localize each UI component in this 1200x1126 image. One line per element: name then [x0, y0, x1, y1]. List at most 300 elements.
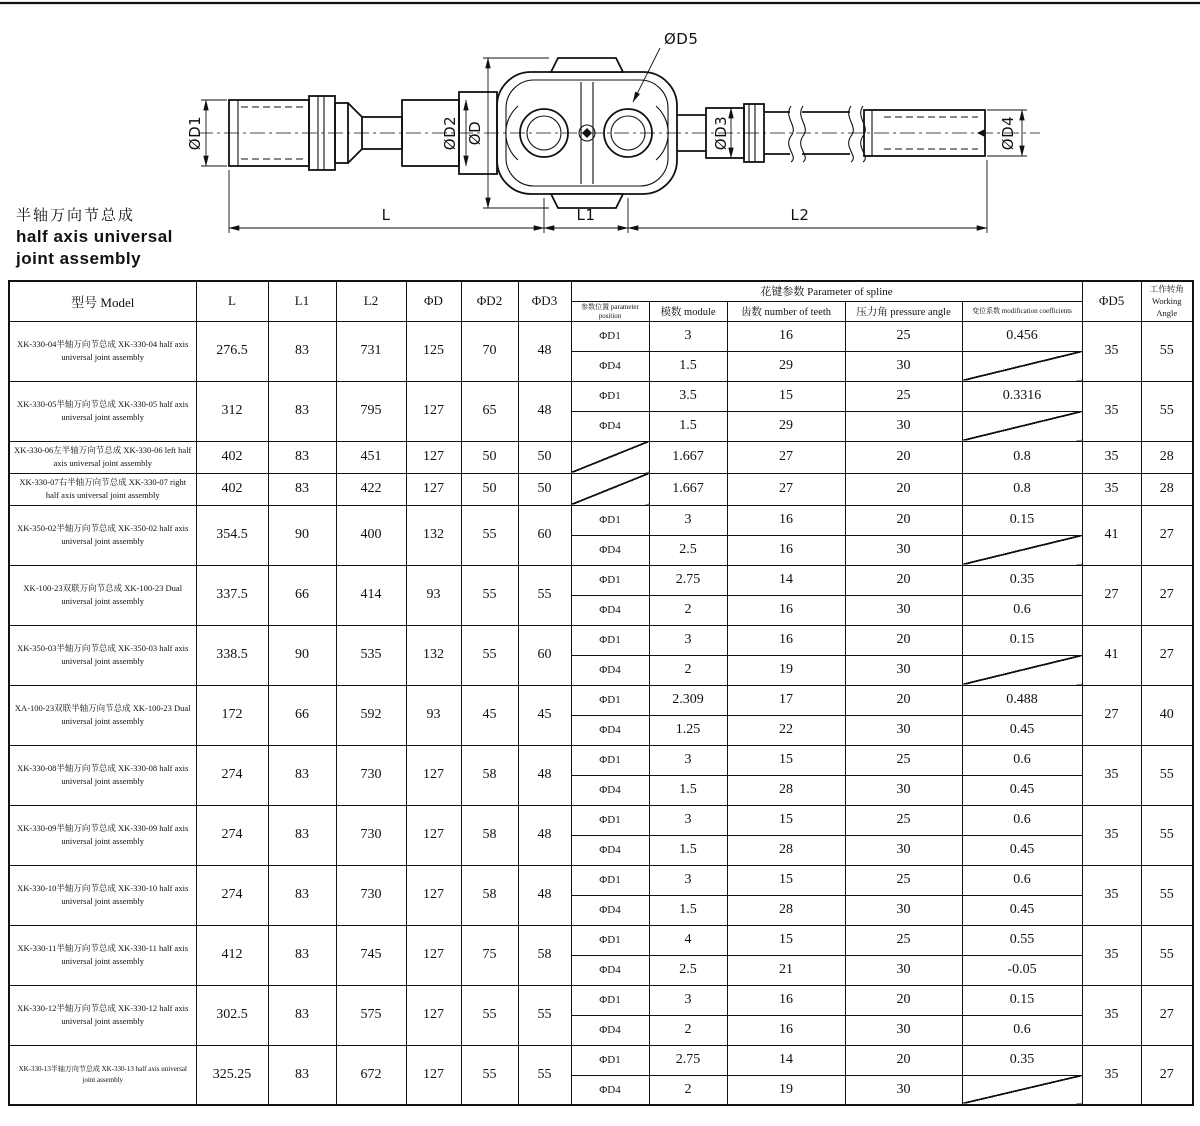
spline-pressure-angle-cell: 20: [845, 1045, 962, 1075]
spline-position-cell: ΦD4: [571, 715, 649, 745]
cell-L1: 83: [268, 441, 336, 473]
spline-position-cell: ΦD1: [571, 1045, 649, 1075]
spline-module-cell: 3: [649, 805, 727, 835]
cell-L: 354.5: [196, 505, 268, 565]
col-header-modification-coefficients: 变位系数 modification coefficients: [962, 301, 1082, 321]
drawing-title-block: [16, 206, 173, 270]
spline-coefficient-cell: [962, 411, 1082, 441]
col-header-model: 型号 Model: [9, 281, 196, 321]
cell-L2: 451: [336, 441, 406, 473]
spline-module-cell: 3: [649, 865, 727, 895]
model-cell: XK-330-11半轴万向节总成 XK-330-11 half axis universal joint assembly: [9, 925, 196, 985]
model-cell: XK-330-07右半轴万向节总成 XK-330-07 right half axis universal joint assembly: [9, 473, 196, 505]
spline-teeth-cell: 15: [727, 925, 845, 955]
model-cell: XK-330-13半轴万向节总成 XK-330-13 half axis universal joint assembly: [9, 1045, 196, 1105]
spline-position-cell: ΦD4: [571, 595, 649, 625]
spline-teeth-cell: 14: [727, 1045, 845, 1075]
cell-L2: 414: [336, 565, 406, 625]
dim-label-d1: ØD1: [186, 115, 204, 151]
cell-D: 127: [406, 805, 461, 865]
spline-teeth-cell: 17: [727, 685, 845, 715]
spline-module-cell: 2.75: [649, 1045, 727, 1075]
dim-label-l1: L1: [576, 206, 596, 224]
cell-working-angle: 55: [1141, 805, 1193, 865]
spline-coefficient-cell: 0.45: [962, 895, 1082, 925]
spline-module-cell: 1.5: [649, 895, 727, 925]
spline-module-cell: 3: [649, 985, 727, 1015]
col-header-D2: ΦD2: [461, 281, 518, 321]
dim-label-d2: ØD2: [441, 115, 459, 151]
spline-module-cell: 3: [649, 625, 727, 655]
spline-pressure-angle-cell: 20: [845, 565, 962, 595]
cell-D3: 48: [518, 321, 571, 381]
spline-coefficient-cell: 0.6: [962, 865, 1082, 895]
spline-coefficient-cell: 0.55: [962, 925, 1082, 955]
cell-D2: 58: [461, 745, 518, 805]
cell-L1: 66: [268, 565, 336, 625]
model-cell: XA-100-23双联半轴万向节总成 XK-100-23 Dual universal joint assembly: [9, 685, 196, 745]
cell-L2: 730: [336, 805, 406, 865]
spline-teeth-cell: 16: [727, 595, 845, 625]
spline-module-cell: 3: [649, 505, 727, 535]
cell-L1: 66: [268, 685, 336, 745]
cell-D5: 27: [1082, 565, 1141, 625]
model-cell: XK-350-02半轴万向节总成 XK-350-02 half axis universal joint assembly: [9, 505, 196, 565]
cell-L1: 83: [268, 473, 336, 505]
cell-D5: 27: [1082, 685, 1141, 745]
cell-D: 127: [406, 473, 461, 505]
spline-position-cell: ΦD4: [571, 655, 649, 685]
cell-L: 312: [196, 381, 268, 441]
table-row: [9, 865, 1193, 895]
cell-L: 302.5: [196, 985, 268, 1045]
cell-D3: 55: [518, 985, 571, 1045]
cell-D: 132: [406, 505, 461, 565]
cell-L1: 83: [268, 1045, 336, 1105]
working-angle-label-cn: 工作转角: [1149, 283, 1184, 294]
cell-D3: 55: [518, 1045, 571, 1105]
spec-table-header: [9, 281, 1193, 321]
table-row: [9, 441, 1193, 473]
spline-teeth-cell: 27: [727, 473, 845, 505]
spline-position-cell: ΦD4: [571, 835, 649, 865]
cell-D2: 50: [461, 473, 518, 505]
spline-position-cell: ΦD1: [571, 685, 649, 715]
spline-module-cell: 2.5: [649, 535, 727, 565]
spline-coefficient-cell: [962, 535, 1082, 565]
spline-pressure-angle-cell: 25: [845, 865, 962, 895]
title-english-line2: joint assembly: [16, 248, 142, 268]
spline-teeth-cell: 22: [727, 715, 845, 745]
cell-D: 127: [406, 865, 461, 925]
spline-position-cell: ΦD4: [571, 411, 649, 441]
table-row: [9, 1045, 1193, 1075]
cell-D5: 41: [1082, 625, 1141, 685]
spline-teeth-cell: 14: [727, 565, 845, 595]
cell-L2: 535: [336, 625, 406, 685]
table-row: [9, 625, 1193, 655]
spline-coefficient-cell: 0.3316: [962, 381, 1082, 411]
cell-D: 127: [406, 381, 461, 441]
spline-teeth-cell: 16: [727, 1015, 845, 1045]
cell-D3: 50: [518, 473, 571, 505]
cell-D2: 55: [461, 985, 518, 1045]
spline-coefficient-cell: 0.45: [962, 835, 1082, 865]
spline-pressure-angle-cell: 25: [845, 745, 962, 775]
dim-label-l: L: [381, 206, 391, 224]
cell-L1: 83: [268, 745, 336, 805]
col-header-L2: L2: [336, 281, 406, 321]
cell-D3: 60: [518, 625, 571, 685]
spline-module-cell: 3: [649, 321, 727, 351]
cell-L1: 90: [268, 625, 336, 685]
spline-teeth-cell: 16: [727, 535, 845, 565]
spline-teeth-cell: 15: [727, 865, 845, 895]
cell-L2: 422: [336, 473, 406, 505]
spline-position-cell: ΦD1: [571, 565, 649, 595]
model-cell: XK-330-09半轴万向节总成 XK-330-09 half axis universal joint assembly: [9, 805, 196, 865]
spline-pressure-angle-cell: 20: [845, 685, 962, 715]
spline-pressure-angle-cell: 30: [845, 1075, 962, 1105]
spline-module-cell: 2: [649, 655, 727, 685]
dimension-d3: [712, 108, 731, 158]
spline-module-cell: 1.25: [649, 715, 727, 745]
spline-teeth-cell: 27: [727, 441, 845, 473]
cell-D: 93: [406, 565, 461, 625]
model-cell: XK-330-04半轴万向节总成 XK-330-04 half axis universal joint assembly: [9, 321, 196, 381]
cell-D5: 41: [1082, 505, 1141, 565]
cell-working-angle: 55: [1141, 321, 1193, 381]
title-english-line1: half axis universal: [16, 226, 173, 246]
col-header-D3: ΦD3: [518, 281, 571, 321]
cell-D3: 45: [518, 685, 571, 745]
spline-coefficient-cell: [962, 655, 1082, 685]
spline-coefficient-cell: 0.488: [962, 685, 1082, 715]
working-angle-label-en: Working Angle: [1151, 296, 1182, 319]
spline-module-cell: 1.5: [649, 775, 727, 805]
cell-D2: 58: [461, 865, 518, 925]
cell-D5: 35: [1082, 321, 1141, 381]
cell-D3: 50: [518, 441, 571, 473]
model-cell: XK-330-08半轴万向节总成 XK-330-08 half axis universal joint assembly: [9, 745, 196, 805]
leader-d5: [633, 30, 698, 102]
spline-pressure-angle-cell: 25: [845, 805, 962, 835]
spline-module-cell: 2: [649, 1075, 727, 1105]
cell-working-angle: 27: [1141, 625, 1193, 685]
cell-D2: 58: [461, 805, 518, 865]
dim-label-d3: ØD3: [712, 115, 730, 151]
col-header-D5: ΦD5: [1082, 281, 1141, 321]
col-header-L: L: [196, 281, 268, 321]
cell-L1: 90: [268, 505, 336, 565]
cell-D5: 35: [1082, 381, 1141, 441]
spline-module-cell: 1.5: [649, 351, 727, 381]
cell-L2: 400: [336, 505, 406, 565]
cell-working-angle: 27: [1141, 985, 1193, 1045]
cell-D: 127: [406, 441, 461, 473]
spline-teeth-cell: 16: [727, 321, 845, 351]
technical-drawing: [0, 0, 1200, 278]
col-header-working-angle: [1141, 281, 1193, 321]
spline-module-cell: 2.5: [649, 955, 727, 985]
table-row: [9, 381, 1193, 411]
cell-L2: 731: [336, 321, 406, 381]
cell-D: 127: [406, 925, 461, 985]
table-row: [9, 473, 1193, 505]
cell-L: 274: [196, 865, 268, 925]
spline-position-cell: ΦD4: [571, 955, 649, 985]
cell-D5: 35: [1082, 1045, 1141, 1105]
spline-teeth-cell: 15: [727, 805, 845, 835]
dim-label-d: ØD: [466, 120, 484, 146]
spline-pressure-angle-cell: 30: [845, 535, 962, 565]
cell-L2: 795: [336, 381, 406, 441]
cell-working-angle: 55: [1141, 865, 1193, 925]
cell-D2: 50: [461, 441, 518, 473]
col-header-pressure-angle: 压力角 pressure angle: [845, 301, 962, 321]
spline-module-cell: 2.75: [649, 565, 727, 595]
model-cell: XK-330-10半轴万向节总成 XK-330-10 half axis universal joint assembly: [9, 865, 196, 925]
spline-coefficient-cell: 0.6: [962, 745, 1082, 775]
spline-pressure-angle-cell: 30: [845, 835, 962, 865]
cell-D5: 35: [1082, 745, 1141, 805]
cell-L: 402: [196, 473, 268, 505]
spline-position-cell: ΦD1: [571, 381, 649, 411]
spline-teeth-cell: 28: [727, 835, 845, 865]
spline-position-cell: ΦD4: [571, 1075, 649, 1105]
spline-pressure-angle-cell: 25: [845, 381, 962, 411]
spline-module-cell: 1.5: [649, 835, 727, 865]
cell-L2: 575: [336, 985, 406, 1045]
center-drill-mark: [977, 129, 985, 137]
spline-position-cell: ΦD4: [571, 895, 649, 925]
spline-pressure-angle-cell: 30: [845, 351, 962, 381]
table-row: [9, 565, 1193, 595]
model-cell: XK-330-05半轴万向节总成 XK-330-05 half axis universal joint assembly: [9, 381, 196, 441]
spline-teeth-cell: 29: [727, 411, 845, 441]
spline-pressure-angle-cell: 30: [845, 895, 962, 925]
model-cell: XK-330-06左半轴万向节总成 XK-330-06 left half axis universal joint assembly: [9, 441, 196, 473]
spline-position-cell: [571, 473, 649, 505]
spline-teeth-cell: 19: [727, 655, 845, 685]
cell-D3: 48: [518, 381, 571, 441]
spline-coefficient-cell: 0.15: [962, 625, 1082, 655]
cell-working-angle: 55: [1141, 745, 1193, 805]
cell-D3: 60: [518, 505, 571, 565]
spline-position-cell: ΦD1: [571, 625, 649, 655]
spline-position-cell: ΦD4: [571, 535, 649, 565]
table-row: [9, 505, 1193, 535]
spline-pressure-angle-cell: 20: [845, 985, 962, 1015]
spline-teeth-cell: 16: [727, 985, 845, 1015]
spline-teeth-cell: 19: [727, 1075, 845, 1105]
cell-D5: 35: [1082, 441, 1141, 473]
spline-teeth-cell: 16: [727, 505, 845, 535]
spline-position-cell: ΦD1: [571, 321, 649, 351]
cell-L: 274: [196, 805, 268, 865]
spline-pressure-angle-cell: 30: [845, 715, 962, 745]
spline-module-cell: 1.667: [649, 473, 727, 505]
cell-D2: 75: [461, 925, 518, 985]
cell-L: 172: [196, 685, 268, 745]
cell-D3: 48: [518, 805, 571, 865]
cell-D: 125: [406, 321, 461, 381]
model-cell: XK-330-12半轴万向节总成 XK-330-12 half axis universal joint assembly: [9, 985, 196, 1045]
spline-module-cell: 4: [649, 925, 727, 955]
col-header-spline-group: 花键参数 Parameter of spline: [571, 281, 1082, 301]
cell-L: 337.5: [196, 565, 268, 625]
cell-D: 127: [406, 985, 461, 1045]
spline-coefficient-cell: -0.05: [962, 955, 1082, 985]
spline-coefficient-cell: 0.8: [962, 441, 1082, 473]
cell-L1: 83: [268, 381, 336, 441]
cell-D: 127: [406, 745, 461, 805]
spec-table: [8, 280, 1194, 1106]
cell-L: 276.5: [196, 321, 268, 381]
title-chinese: 半轴万向节总成: [16, 207, 136, 224]
col-header-module: 模数 module: [649, 301, 727, 321]
spline-coefficient-cell: [962, 1075, 1082, 1105]
dim-label-d4: ØD4: [999, 115, 1017, 151]
spline-teeth-cell: 28: [727, 895, 845, 925]
spline-pressure-angle-cell: 20: [845, 505, 962, 535]
spline-teeth-cell: 29: [727, 351, 845, 381]
cell-D2: 55: [461, 625, 518, 685]
spline-pressure-angle-cell: 30: [845, 955, 962, 985]
table-row: [9, 685, 1193, 715]
cell-D: 127: [406, 1045, 461, 1105]
cell-D5: 35: [1082, 805, 1141, 865]
cell-working-angle: 55: [1141, 925, 1193, 985]
cell-working-angle: 27: [1141, 1045, 1193, 1105]
cell-working-angle: 55: [1141, 381, 1193, 441]
spline-coefficient-cell: 0.45: [962, 715, 1082, 745]
cell-D5: 35: [1082, 473, 1141, 505]
spline-position-cell: ΦD1: [571, 745, 649, 775]
spline-position-cell: ΦD1: [571, 865, 649, 895]
spline-pressure-angle-cell: 30: [845, 775, 962, 805]
spline-module-cell: 2.309: [649, 685, 727, 715]
cell-D2: 55: [461, 565, 518, 625]
spline-teeth-cell: 15: [727, 381, 845, 411]
cell-L2: 745: [336, 925, 406, 985]
table-row: [9, 805, 1193, 835]
spline-coefficient-cell: 0.35: [962, 565, 1082, 595]
spline-position-cell: ΦD4: [571, 351, 649, 381]
spline-coefficient-cell: 0.6: [962, 595, 1082, 625]
spline-pressure-angle-cell: 20: [845, 441, 962, 473]
spline-teeth-cell: 16: [727, 625, 845, 655]
cell-L: 274: [196, 745, 268, 805]
col-header-D: ΦD: [406, 281, 461, 321]
cell-D3: 48: [518, 865, 571, 925]
cell-D: 93: [406, 685, 461, 745]
cell-L1: 83: [268, 321, 336, 381]
cell-working-angle: 40: [1141, 685, 1193, 745]
table-row: [9, 925, 1193, 955]
cell-L1: 83: [268, 925, 336, 985]
cell-D2: 70: [461, 321, 518, 381]
cell-L1: 83: [268, 865, 336, 925]
spline-module-cell: 2: [649, 1015, 727, 1045]
spline-coefficient-cell: 0.8: [962, 473, 1082, 505]
cell-L2: 672: [336, 1045, 406, 1105]
cell-D5: 35: [1082, 985, 1141, 1045]
cell-L1: 83: [268, 805, 336, 865]
dim-label-l2: L2: [790, 206, 810, 224]
spline-module-cell: 1.5: [649, 411, 727, 441]
cell-working-angle: 28: [1141, 473, 1193, 505]
cell-L2: 730: [336, 865, 406, 925]
spline-position-cell: ΦD1: [571, 985, 649, 1015]
cell-L: 402: [196, 441, 268, 473]
spline-module-cell: 2: [649, 595, 727, 625]
spline-coefficient-cell: 0.6: [962, 805, 1082, 835]
table-row: [9, 745, 1193, 775]
spline-pressure-angle-cell: 25: [845, 925, 962, 955]
spline-pressure-angle-cell: 25: [845, 321, 962, 351]
spline-coefficient-cell: 0.6: [962, 1015, 1082, 1045]
model-cell: XK-350-03半轴万向节总成 XK-350-03 half axis universal joint assembly: [9, 625, 196, 685]
spline-teeth-cell: 21: [727, 955, 845, 985]
cell-D3: 48: [518, 745, 571, 805]
cell-D2: 55: [461, 505, 518, 565]
cell-D5: 35: [1082, 925, 1141, 985]
spec-table-body: [9, 321, 1193, 1105]
cell-working-angle: 28: [1141, 441, 1193, 473]
cell-D2: 45: [461, 685, 518, 745]
spline-coefficient-cell: 0.456: [962, 321, 1082, 351]
cell-L1: 83: [268, 985, 336, 1045]
cell-L: 338.5: [196, 625, 268, 685]
spline-coefficient-cell: [962, 351, 1082, 381]
spline-position-cell: ΦD1: [571, 925, 649, 955]
table-row: [9, 985, 1193, 1015]
cell-L2: 592: [336, 685, 406, 745]
spline-pressure-angle-cell: 20: [845, 473, 962, 505]
spline-pressure-angle-cell: 30: [845, 655, 962, 685]
spline-pressure-angle-cell: 20: [845, 625, 962, 655]
cell-D3: 58: [518, 925, 571, 985]
dim-label-d5: ØD5: [664, 30, 699, 48]
spline-module-cell: 1.667: [649, 441, 727, 473]
cell-D5: 35: [1082, 865, 1141, 925]
cell-D: 132: [406, 625, 461, 685]
cell-L: 412: [196, 925, 268, 985]
spline-coefficient-cell: 0.35: [962, 1045, 1082, 1075]
cell-working-angle: 27: [1141, 565, 1193, 625]
spline-position-cell: ΦD1: [571, 505, 649, 535]
spline-module-cell: 3.5: [649, 381, 727, 411]
spline-module-cell: 3: [649, 745, 727, 775]
spline-coefficient-cell: 0.15: [962, 985, 1082, 1015]
cell-working-angle: 27: [1141, 505, 1193, 565]
spline-teeth-cell: 28: [727, 775, 845, 805]
cell-D2: 55: [461, 1045, 518, 1105]
spline-pressure-angle-cell: 30: [845, 1015, 962, 1045]
col-header-parameter-position: 参数位置 parameter position: [571, 301, 649, 321]
spline-position-cell: ΦD4: [571, 1015, 649, 1045]
spline-teeth-cell: 15: [727, 745, 845, 775]
spline-position-cell: ΦD1: [571, 805, 649, 835]
spline-position-cell: ΦD4: [571, 775, 649, 805]
col-header-number-of-teeth: 齿数 number of teeth: [727, 301, 845, 321]
spline-pressure-angle-cell: 30: [845, 595, 962, 625]
table-row: [9, 321, 1193, 351]
spline-position-cell: [571, 441, 649, 473]
spline-pressure-angle-cell: 30: [845, 411, 962, 441]
cell-L: 325.25: [196, 1045, 268, 1105]
